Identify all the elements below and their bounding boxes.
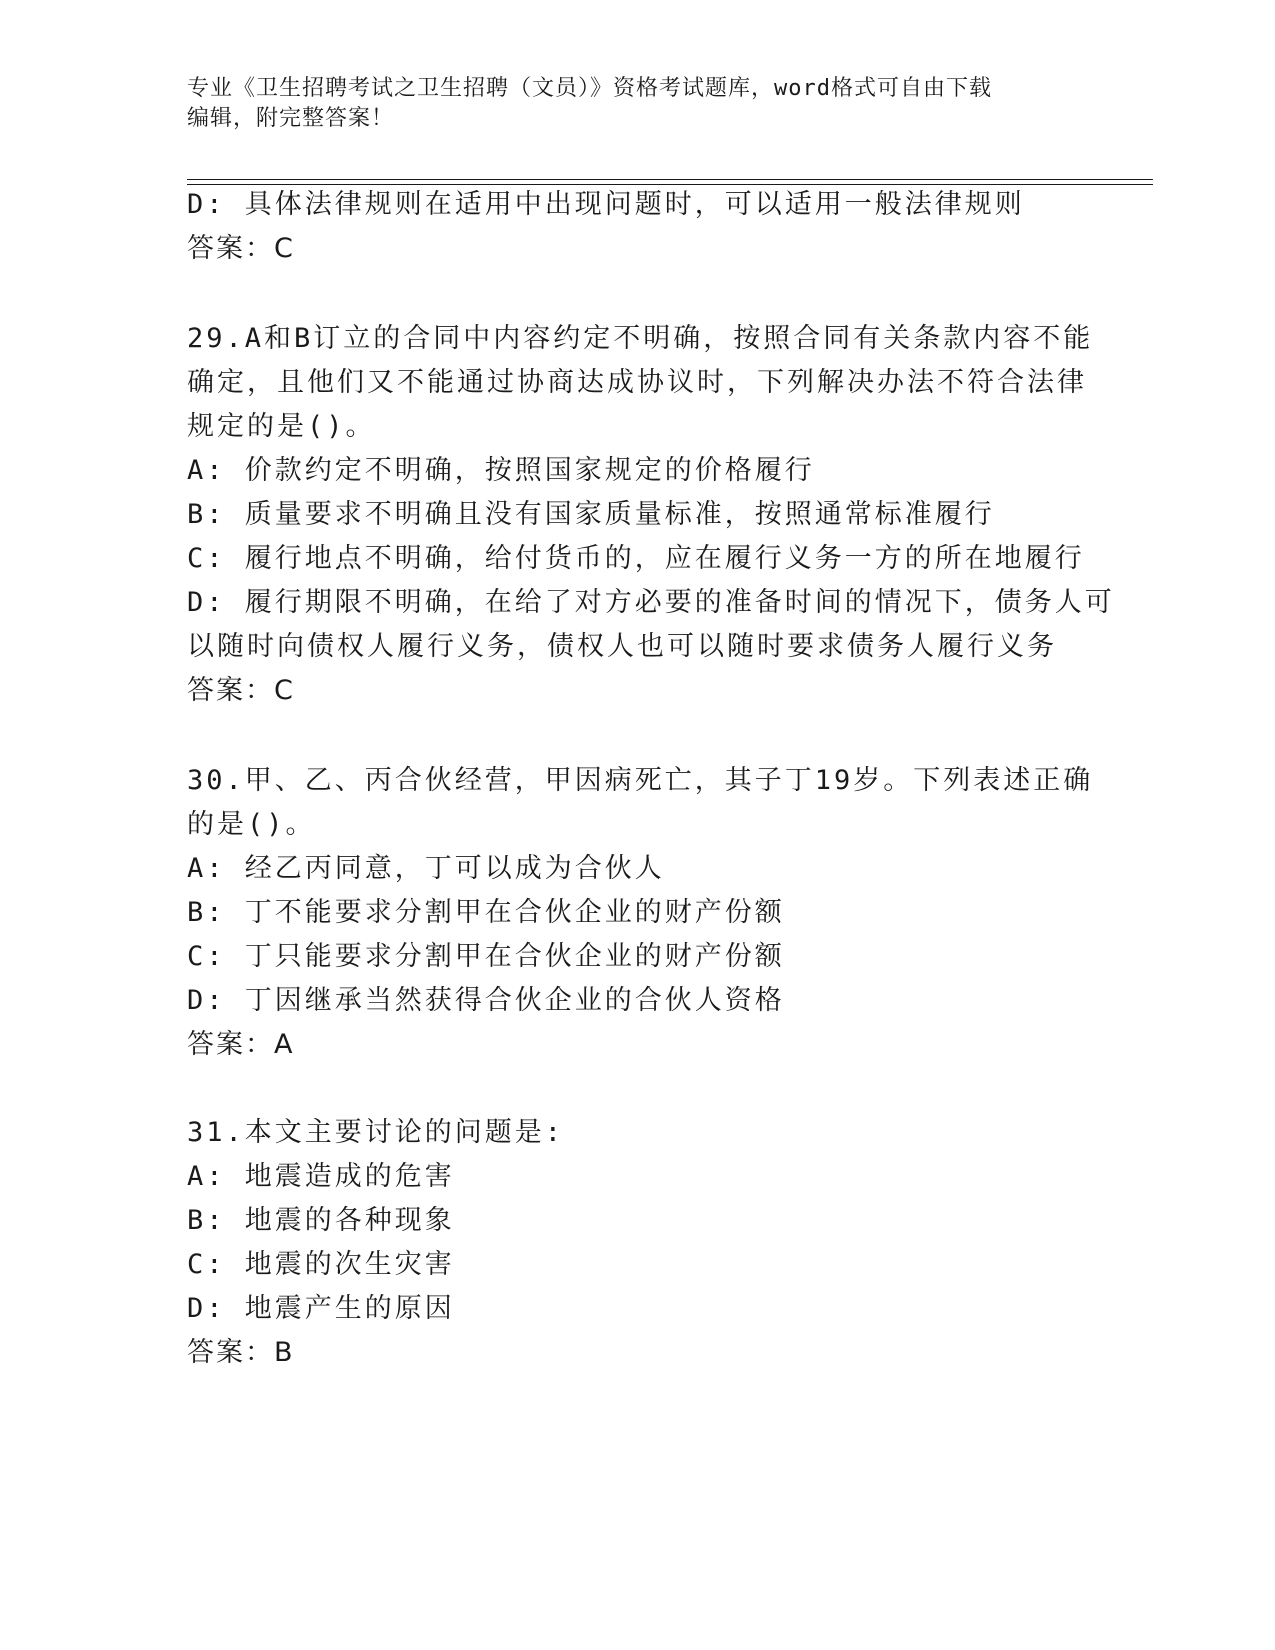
option-d: D: 具体法律规则在适用中出现问题时，可以适用一般法律规则 xyxy=(187,189,1025,220)
answer-line: 答案：B xyxy=(187,1337,295,1368)
option-a: A: 地震造成的危害 xyxy=(187,1161,455,1192)
option-c: C: 履行地点不明确，给付货币的，应在履行义务一方的所在地履行 xyxy=(187,543,1085,574)
document-header xyxy=(187,74,1067,134)
option-d: D: 地震产生的原因 xyxy=(187,1293,455,1324)
question-29-stem: 确定，且他们又不能通过协商达成协议时，下列解决办法不符合法律 xyxy=(187,367,1087,398)
question-30-stem: 30.甲、乙、丙合伙经营，甲因病死亡，其子丁19岁。下列表述正确 xyxy=(187,765,1094,796)
option-d: D: 丁因继承当然获得合伙企业的合伙人资格 xyxy=(187,985,785,1016)
answer-line: 答案：A xyxy=(187,1029,295,1060)
option-c: C: 丁只能要求分割甲在合伙企业的财产份额 xyxy=(187,941,785,972)
option-d: 以随时向债权人履行义务，债权人也可以随时要求债务人履行义务 xyxy=(187,631,1057,662)
option-b: B: 地震的各种现象 xyxy=(187,1205,455,1236)
answer-line: 答案：C xyxy=(187,675,295,706)
option-b: B: 质量要求不明确且没有国家质量标准，按照通常标准履行 xyxy=(187,499,995,530)
question-30-stem: 的是()。 xyxy=(187,809,316,840)
question-31-stem: 31.本文主要讨论的问题是: xyxy=(187,1117,565,1148)
option-c: C: 地震的次生灾害 xyxy=(187,1249,455,1280)
answer-line: 答案：C xyxy=(187,233,295,264)
option-a: A: 经乙丙同意，丁可以成为合伙人 xyxy=(187,853,665,884)
question-29-stem: 29.A和B订立的合同中内容约定不明确，按照合同有关条款内容不能 xyxy=(187,323,1094,354)
header-line: 编辑，附完整答案！ xyxy=(187,106,395,131)
header-rule-top xyxy=(187,179,1153,180)
question-29-stem: 规定的是()。 xyxy=(187,411,376,442)
option-a: A: 价款约定不明确，按照国家规定的价格履行 xyxy=(187,455,815,486)
header-line: 专业《卫生招聘考试之卫生招聘（文员）》资格考试题库，word格式可自由下载 xyxy=(187,76,992,101)
option-b: B: 丁不能要求分割甲在合伙企业的财产份额 xyxy=(187,897,785,928)
option-d: D: 履行期限不明确，在给了对方必要的准备时间的情况下，债务人可 xyxy=(187,587,1115,618)
header-rule-bottom xyxy=(187,184,1153,185)
